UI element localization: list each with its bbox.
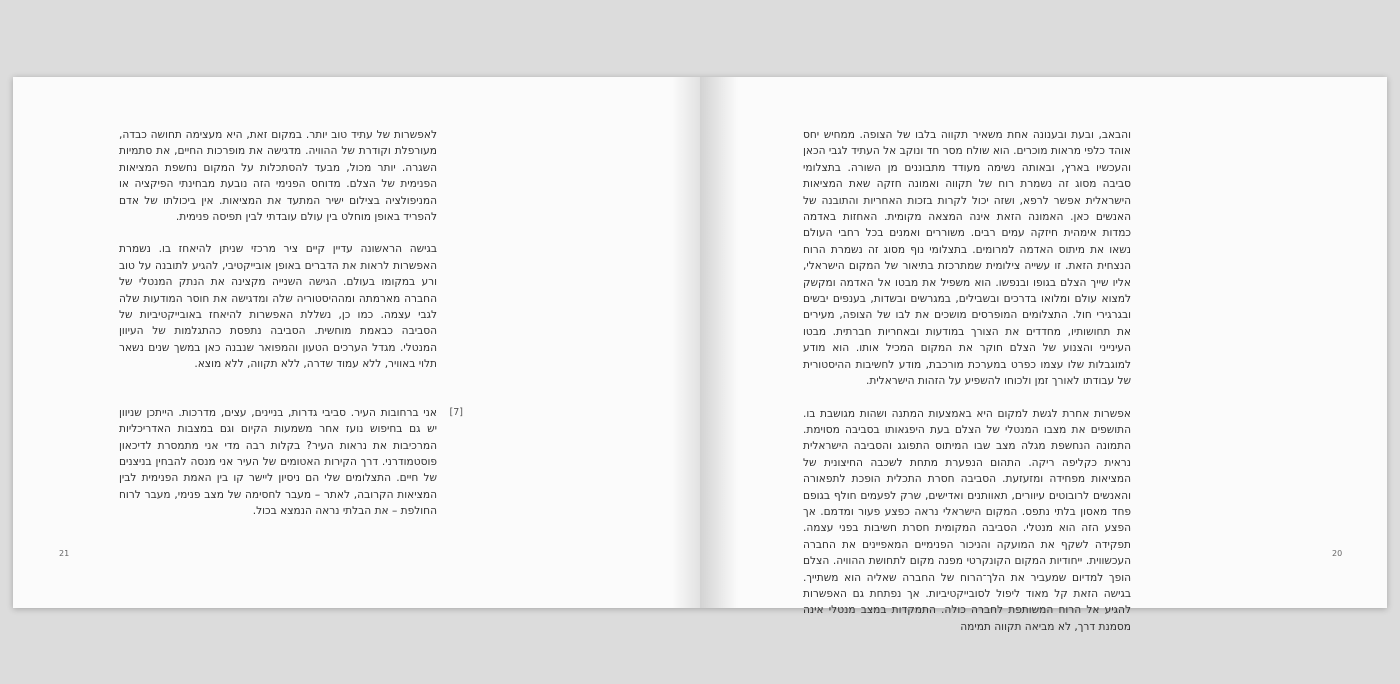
book-spread — [13, 77, 1387, 633]
footnote-text: אני ברחובות העיר. סביבי גדרות, בניינים, עצים, מדרכות. הייתכן שניוון יש גם בחיפוש נועז אחר משמעות הקיום וגם במצבות האדריכליות המרכיבות את נראות העיר? בקלות רבה מדי אני מתמסרת לדיכאון פוסטמודרני. דרך הקירות האטומים של העיר אני מנסה להבחין בניצנים של חיים. התצלומים שלי הם ניסיון ליישר קו בין האמת הפנימית לבין המציאות הקרובה, לאתר – מעבר לחסימה של מצב פנימי, מעבר לרוח החולפת – את הבלתי נראה הנמצא בכול. — [119, 406, 437, 518]
paragraph: והבאב, ובעת ובענונה אחת משאיר תקווה בלבו של הצופה. ממחיש יחס אוהד כלפי מראות מוכרים. הוא שולח מסר חד ונוקב אל העתיד לגבי הכאן והעכשיו בארץ, ובאותה נשימה מעודד מתבוננים מן השורה. בתצלומי סביבה מסוג זה נשמרת רוח של תקווה ואמונה חזקה שאת המציאות הישראלית אפשר לרפא, ושזה יכול לקרות בזכות האחריות והתובנה של האנשים כאן. האמונה הזאת אינה המצאה מקומית. האחזות באדמה כמדות אימהית חיזקה עמים רבים. משוררים ואמנים בכל רחבי העולם נשאו את מיתוס האדמה למרומים. בתצלומי נוף מסוג זה נשמרת הרוח הנצחית הזאת. זו עשייה צילומית שמתרכזת בתיאור של המקום הישראלי, אליו שייך הצלם בגופו ובנפשו. הוא משפיל את מבטו אל האדמה ומקשק למצוא עולם ומלואו בדרכים ובשבילים, במגרשים ובשדות, בענפים יבשים ובגרגירי חול. התצלומים המופרסים מושכים את לבו של הצופה, מעירים את תחושותיו, מחדדים את הצורך במודעות ובאחריות חברתית. מבטו העינייני והצנוע של הצלם חוקר את המקום המכיל אותו. הוא מודע למוגבלות שלו עצמו כפרט במערכת מורכבת, מודע לחשיבות ההיסטורית של עבודתו לאורך זמן ולכוחו להשפיע על הזהות הישראלית. — [803, 129, 1131, 388]
paragraph: בגישה הראשונה עדיין קיים ציר מרכזי שניתן להיאחז בו. נשמרת האפשרות לראות את הדברים באופן אובייקטיבי, להגיע לתובנה על טוב ורע במקומו בעולם. הגישה השנייה מקצינה את הנתק המנטלי של החברה מארמתה ומההיסטוריה שלה ומדגישה את חוסר המודעות שלה לגבי עצמה. כמו כן, נשללת האפשרות להיאחז באובייקטיביות של הסביבה כבאמת מוחשית. הסביבה נתפסת כהתגלמות של העיוון המנטלי. מגדל הערכים הטעון והמפואר שנבנה כאן במשך שנים נשאר תלוי באוויר, ללא עמוד שדרה, ללא תקווה, ללא מוצא. — [119, 243, 437, 371]
left-page-text-column — [119, 127, 463, 520]
footnote-marker: [7] — [449, 406, 463, 418]
page-number: 21 — [59, 549, 70, 558]
right-page-text-column — [803, 127, 1131, 635]
paragraph: אפשרות אחרת לגשת למקום היא באמצעות המתנה ושהות מגושבת בו. התושפים את מצבו המנטלי של הצלם בעת היפגאותו בסביבה מסוימת. התמונה הנחשפת מגלה מצב שבו המיתוס התפוגג והסביבה הישראלית נראית כקליפה ריקה. התהום הנפערת מתחת לשכבה החיצונית של המציאות מפחידה ומזעזעת. הסביבה חסרת התכלית הופכת לתפאורה והאנשים לרובוטים עיוורים, תאוותנים ואדישים, שרק לפעמים חולף בגופם פחד מאסון בלתי נתפס. המקום הישראלי נראה כפצע פעור ומדמם. אך הפצע הזה הוא מנטלי. הסביבה המקומית חסרת חשיבות בפני עצמה. תפקידה לשקף את המועקה והניכור הפנימיים המאפיינים את החברה העכשווית. ייחודיות המקום הקונקרטי מפנה מקום לתחושת ההוויה. הצלם הופך למדיום שמעביר את הלך־הרוח של החברה שאליה הוא משתייך. בגישה הזאת קל מאוד ליפול לסובייקטיביות. אך נפתחת גם האפשרות להגיע אל הרוח המשותפת לחברה כולה. התמקדות במצב מנטלי אינה מסמנת דרך, לא מביאה תקווה תמימה — [803, 407, 1131, 633]
gutter-shadow — [672, 77, 700, 608]
left-page — [13, 77, 700, 608]
gutter-shadow — [700, 77, 738, 608]
footnote — [119, 405, 463, 520]
paragraph: לאפשרות של עתיד טוב יותר. במקום זאת, היא מעצימה תחושה כבדה, מעורפלת וקודרת של ההוויה. מדגישה את מופרכות החיים, את סתמיות השגרה. יותר מכול, מבעד להסתכלות על המקום נחשפת המציאות הפנימית של הצלם. מדוחס הפנימי הזה נובעת מבחינתי הפיקציה או המניפולציה בצילום ישיר המתעד את המציאות. אין ביכולתו של אדם להפריד באופן מוחלט בין עולם עובדתי לבין תפיסה פנימית. — [119, 129, 437, 224]
page-number: 20 — [1332, 549, 1343, 558]
right-page — [700, 77, 1387, 633]
